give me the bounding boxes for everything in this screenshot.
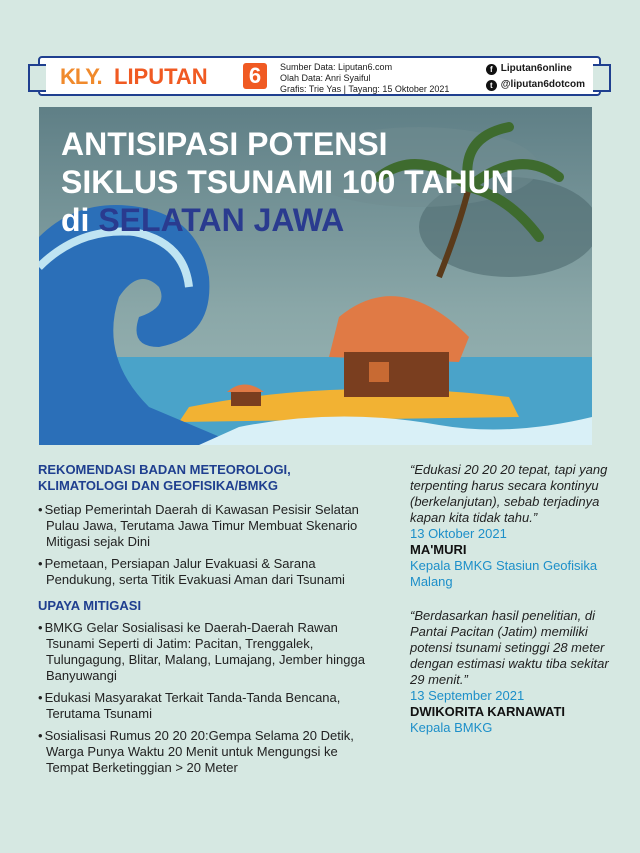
liputan6-logo-six: 6 — [243, 63, 267, 89]
quote-author: MA'MURI — [410, 542, 467, 557]
title-prefix: di — [61, 202, 99, 238]
quote-text: “Edukasi 20 20 20 tepat, tapi yang terpenting harus secara kontinyu (berkelanjutan), sebab terjadinya kapan kita tidak tahu.” — [410, 462, 608, 525]
title-region: SELATAN JAWA — [98, 202, 345, 238]
recommendations-column — [38, 462, 378, 776]
list-item: • Sosialisasi Rumus 20 20 20:Gempa Selama 20 Detik, Warga Punya Waktu 20 Menit untuk Mengungsi ke Tempat Berketinggian > 20 Meter — [46, 728, 378, 776]
hero-illustration — [39, 107, 592, 445]
section-heading: UPAYA MITIGASI — [38, 598, 142, 613]
title-line — [61, 201, 514, 239]
quote-text: “Berdasarkan hasil penelitian, di Pantai Pacitan (Jatim) memiliki potensi tsunami setinggi 28 meter dengan estimasi waktu tiba sekitar 29 menit.” — [410, 608, 609, 687]
source-credits — [280, 62, 449, 95]
list-item: • Pemetaan, Persiapan Jalur Evakuasi & Sarana Pendukung, serta Titik Evakuasi Aman dari Tsunami — [46, 556, 378, 588]
twitter-icon: t — [486, 80, 497, 91]
title-line: SIKLUS TSUNAMI 100 TAHUN — [61, 164, 514, 200]
quote-author: DWIKORITA KARNAWATI — [410, 704, 566, 719]
twitter-handle[interactable]: @liputan6dotcom — [500, 79, 585, 90]
infographic-title — [61, 125, 514, 239]
kly-logo: KLY. — [60, 64, 102, 89]
list-item: • Edukasi Masyarakat Terkait Tanda-Tanda Bencana, Terutama Tsunami — [46, 690, 378, 722]
quote-role: Kepala BMKG Stasiun Geofisika Malang — [410, 558, 598, 589]
quote-date: 13 September 2021 — [410, 688, 525, 703]
list-item: • BMKG Gelar Sosialisasi ke Daerah-Daerah Rawan Tsunami Seperti di Jatim: Pacitan, Trenggalek, Tulungagung, Blitar, Malang, Lumajang, Jember hingga Banyuwangi — [46, 620, 378, 684]
liputan6-logo-text: LIPUTAN — [114, 64, 208, 89]
title-line: ANTISIPASI POTENSI — [61, 126, 388, 162]
source-line: Grafis: Trie Yas | Tayang: 15 Oktober 2021 — [280, 84, 450, 94]
facebook-handle[interactable]: Liputan6online — [500, 63, 572, 74]
quotes-column — [410, 462, 610, 736]
social-links — [486, 61, 585, 93]
list-item: • Setiap Pemerintah Daerah di Kawasan Pesisir Selatan Pulau Jawa, Terutama Jawa Timur Membuat Skenario Mitigasi sejak Dini — [46, 502, 378, 550]
quote-role: Kepala BMKG — [410, 720, 493, 735]
source-line: Olah Data: Anri Syaiful — [280, 73, 371, 83]
header-banner — [38, 56, 601, 96]
section-heading: REKOMENDASI BADAN METEOROLOGI, KLIMATOLOGI DAN GEOFISIKA/BMKG — [38, 462, 291, 493]
facebook-icon: f — [486, 64, 497, 75]
quote-date: 13 Oktober 2021 — [410, 526, 507, 541]
source-line: Sumber Data: Liputan6.com — [280, 62, 393, 72]
